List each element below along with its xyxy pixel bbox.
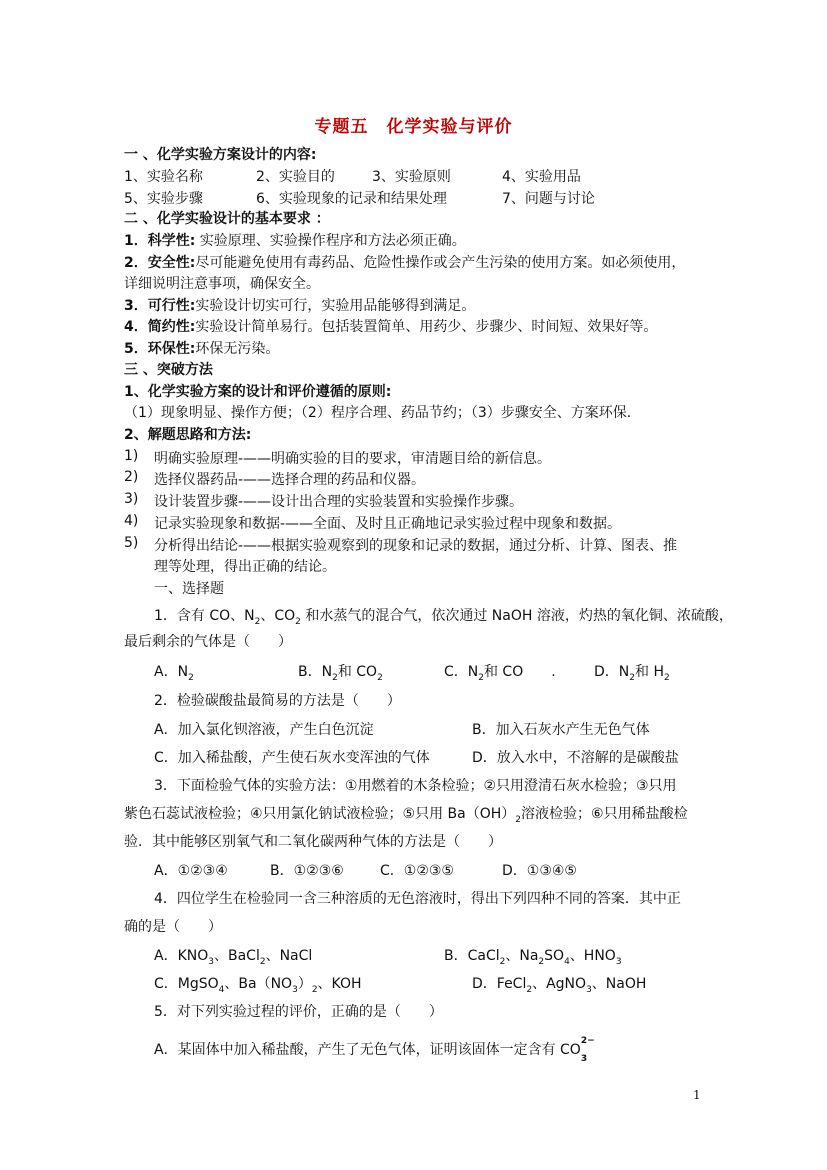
opt-sub: 3: [615, 956, 622, 967]
opt-text: 、NaOH: [591, 976, 647, 992]
opt-sub: 4: [564, 956, 570, 967]
q1-option-b: [298, 662, 383, 688]
req-label: 5．环保性:: [124, 341, 196, 357]
opt-text: D．FeCl: [472, 976, 527, 992]
opt-text: A．N: [154, 664, 189, 680]
list-item: 3、实验原则: [372, 169, 451, 185]
requirement-3: [124, 296, 475, 316]
req-label: 4．简约性:: [124, 319, 196, 335]
opt-text: D．N: [594, 664, 630, 680]
question-3-line-3: 验．其中能够区别氧气和二氧化碳两种气体的方法是（ ）: [124, 834, 502, 850]
opt-sub: 2: [259, 956, 266, 967]
q2-option-b: B．加入石灰水产生无色气体: [472, 722, 650, 738]
question-1-line-1: [154, 606, 733, 632]
question-3-line-1: 3．下面检验气体的实验方法：①用燃着的木条检验；②只用澄清石灰水检验；③只用: [154, 778, 677, 794]
opt-sub: 2: [663, 672, 670, 683]
q1-option-d: [594, 662, 670, 688]
q3-part: 紫色石蕊试液检验；④只用氯化钠试液检验；⑤只用 Ba（OH）: [124, 806, 516, 822]
step-text: 设计装置步骤-——设计出合理的实验装置和实验操作步骤。: [154, 494, 524, 510]
opt-sub: 2: [478, 672, 484, 683]
opt-sub: 2: [188, 672, 194, 683]
q3-option-a: A．①②③④: [154, 863, 228, 879]
charge-sub: 3: [580, 1054, 588, 1064]
q1-part: 1．含有 CO、N: [154, 608, 255, 624]
opt-text: 和 CO: [337, 664, 378, 680]
step-number: 5): [124, 535, 139, 551]
opt-text: 、Na: [505, 948, 539, 964]
step-number: 1): [124, 448, 139, 464]
choice-heading: 一、选择题: [154, 581, 224, 597]
section-2-heading: 二 、化学实验设计的基本要求 ：: [124, 211, 330, 227]
req-text: 尽可能避免使用有毒药品、危险性操作或会产生污染的使用方案。如必须使用，: [195, 255, 686, 271]
opt-text: 和 H: [635, 664, 664, 680]
list-item: 7、问题与讨论: [502, 191, 595, 207]
opt-sub: 2: [629, 672, 635, 683]
q3-option-c: C．①②③⑤: [380, 863, 454, 879]
opt-sub: 2: [538, 956, 545, 967]
section-3-heading: 三 、突破方法: [124, 362, 213, 378]
q1-sub: 2: [254, 616, 261, 627]
requirement-2: [124, 253, 685, 273]
opt-text: 、HNO: [569, 948, 616, 964]
q1-option-a: [154, 662, 194, 688]
req-text: 实验原理、实验操作程序和方法必须正确。: [195, 233, 466, 249]
q2-option-a: A．加入氯化钡溶液，产生白色沉淀: [154, 722, 374, 738]
opt-text: 、Ba（NO: [224, 976, 293, 992]
opt-text: SO: [544, 948, 565, 964]
section-1-heading: 一 、化学实验方案设计的内容:: [124, 147, 317, 163]
q2-option-d: D．放入水中，不溶解的是碳酸盐: [472, 750, 679, 766]
opt-text: C．N: [444, 664, 479, 680]
opt-text: B．N: [298, 664, 333, 680]
requirement-1: [124, 231, 466, 251]
question-4-line-2: 确的是（ ）: [124, 919, 222, 935]
q4-option-b: [444, 946, 622, 972]
opt-sub: 3: [208, 956, 214, 967]
opt-text: 和 CO .: [483, 664, 556, 680]
list-item: 1、实验名称: [124, 169, 203, 185]
step-number: 4): [124, 513, 139, 529]
q3-part: 溶液检验；⑥只用稀盐酸检: [521, 806, 688, 822]
q1-part: 和水蒸气的混合气，依次通过 NaOH 溶液，灼热的氧化铜、浓硫酸，: [300, 608, 733, 624]
step-text: 选择仪器药品-——选择合理的药品和仪器。: [154, 472, 426, 488]
opt-text: A．KNO: [154, 948, 209, 964]
principle-text: （1）现象明显、操作方便；（2）程序合理、药品节约；（3）步骤安全、方案环保.: [124, 405, 632, 421]
question-3-line-2: [124, 804, 688, 830]
opt-sub: 2: [526, 984, 533, 995]
ion-charge: [580, 1036, 595, 1064]
step-text-cont: 理等处理，得出正确的结论。: [154, 559, 336, 575]
q2-option-c: C．加入稀盐酸，产生使石灰水变浑浊的气体: [154, 750, 430, 766]
opt-sub: 3: [586, 984, 592, 995]
opt-text: 、BaCl: [213, 948, 260, 964]
req-text: 环保无污染。: [195, 341, 280, 357]
q4-option-c: [154, 974, 362, 1000]
q3-option-b: B．①②③⑥: [270, 863, 344, 879]
q1-option-c: [444, 662, 556, 688]
principle-heading: 1、化学实验方案的设计和评价遵循的原则:: [124, 384, 392, 400]
opt-sub: 2: [377, 672, 383, 683]
requirement-4: [124, 317, 657, 337]
q3-option-d: D．①③④⑤: [502, 863, 577, 879]
opt-text: ）: [297, 976, 312, 992]
charge-sup: 2−: [580, 1036, 595, 1046]
req-label: 2．安全性:: [124, 255, 196, 271]
q1-part: 、CO: [260, 608, 296, 624]
list-item: 2、实验目的: [256, 169, 335, 185]
req-label: 3．可行性:: [124, 298, 196, 314]
opt-sub: 2: [499, 956, 506, 967]
page-number: 1: [693, 1088, 701, 1102]
page-title: 专题五 化学实验与评价: [314, 117, 513, 137]
question-1-line-2: 最后剩余的气体是（ ）: [124, 634, 292, 650]
opt-text: 、NaCl: [265, 948, 313, 964]
requirement-5: [124, 339, 279, 359]
step-number: 2): [124, 469, 139, 485]
opt-text: 、AgNO: [532, 976, 587, 992]
q1-sub: 2: [295, 616, 301, 627]
step-text: 明确实验原理-——明确实验的目的要求，审清题目给的新信息。: [154, 451, 552, 467]
opt-sub: 2: [311, 984, 318, 995]
question-2-stem: 2．检验碳酸盐最简易的方法是（ ）: [154, 693, 401, 709]
step-text: 记录实验现象和数据-——全面、及时且正确地记录实验过程中现象和数据。: [154, 516, 622, 532]
list-item: 5、实验步骤: [124, 191, 203, 207]
q3-sub: 2: [515, 814, 522, 825]
opt-text: C．MgSO: [154, 976, 219, 992]
list-item: 6、实验现象的记录和结果处理: [256, 191, 447, 207]
question-4-line-1: 4．四位学生在检验同一含三种溶质的无色溶液时，得出下列四种不同的答案．其中正: [154, 891, 681, 907]
req-label: 1．科学性:: [124, 233, 196, 249]
question-5-stem: 5．对下列实验过程的评价，正确的是（ ）: [154, 1004, 443, 1020]
step-number: 3): [124, 491, 139, 507]
req-text: 实验设计切实可行，实验用品能够得到满足。: [195, 298, 476, 314]
method-heading: 2、解题思路和方法:: [124, 427, 252, 443]
q4-option-a: [154, 946, 312, 972]
req-text: 实验设计简单易行。包括装置简单、用药少、步骤少、时间短、效果好等。: [195, 319, 658, 335]
opt-text: A．某固体中加入稀盐酸，产生了无色气体，证明该固体一定含有 CO: [154, 1042, 581, 1058]
opt-text: 、KOH: [317, 976, 362, 992]
q5-option-a: [154, 1036, 595, 1064]
opt-text: B．CaCl: [444, 948, 500, 964]
opt-sub: 4: [218, 984, 225, 995]
list-item: 4、实验用品: [502, 169, 581, 185]
opt-sub: 2: [332, 672, 338, 683]
requirement-2-cont: 详细说明注意事项，确保安全。: [124, 276, 320, 292]
opt-sub: 3: [292, 984, 298, 995]
q4-option-d: [472, 974, 646, 1000]
step-text: 分析得出结论-——根据实验观察到的现象和记录的数据，通过分析、计算、图表、推: [154, 538, 678, 554]
